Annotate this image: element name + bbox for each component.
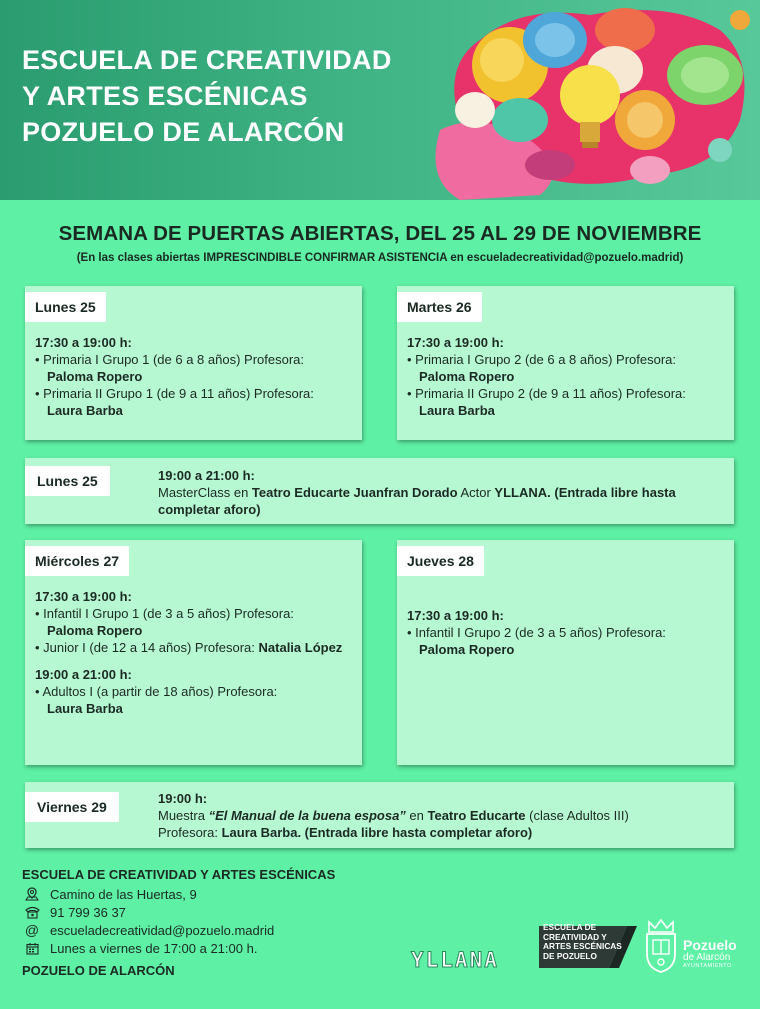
- header-title: [22, 42, 392, 150]
- class-item: [35, 639, 347, 656]
- escuela-logo: [537, 920, 637, 972]
- header-title-line-2: Y ARTES ESCÉNICAS: [22, 81, 308, 111]
- attendance-note: (En las clases abiertas IMPRESCINDIBLE CONFIRMAR ASISTENCIA en escueladecreatividad@pozuelo.madrid): [76, 252, 684, 264]
- footer-city: POZUELO DE ALARCÓN: [22, 962, 175, 978]
- card-content: [35, 334, 355, 419]
- teacher-name: Paloma Ropero: [419, 369, 515, 384]
- text-segment: (clase Adultos III): [525, 808, 629, 823]
- text-segment: Actor: [457, 485, 495, 500]
- hours-row: [22, 940, 335, 958]
- teacher-name: Laura Barba: [419, 403, 495, 418]
- creativity-illustration: [420, 0, 760, 200]
- card-viernes: [25, 782, 734, 848]
- yllana-logo: [411, 946, 511, 974]
- pozuelo-logo-caption: AYUNTAMIENTO: [683, 963, 732, 969]
- class-description: • Primaria I Grupo 1 (de 6 a 8 años) Profesora:: [35, 352, 305, 367]
- pozuelo-logo-sub: de Alarcón: [683, 952, 731, 963]
- time-slot: 17:30 a 19:00 h:: [35, 335, 132, 350]
- event-title: SEMANA DE PUERTAS ABIERTAS, DEL 25 AL 29 DE NOVIEMBRE: [58, 222, 702, 245]
- phone-icon: [22, 906, 42, 919]
- hours-text: Lunes a viernes de 17:00 a 21:00 h.: [50, 940, 258, 956]
- teacher-name: Laura Barba: [47, 701, 123, 716]
- escuela-logo-line: ARTES ESCÉNICAS: [543, 941, 622, 952]
- phone-row: [22, 904, 335, 922]
- escuela-logo-line: DE POZUELO: [543, 950, 597, 961]
- day-tab: Martes 26: [397, 292, 482, 322]
- day-tab: Lunes 25: [25, 466, 110, 496]
- card-content: [158, 790, 723, 841]
- teacher-name: Paloma Ropero: [47, 623, 143, 638]
- coat-of-arms-icon: [643, 918, 679, 974]
- day-tab: Viernes 29: [25, 792, 119, 822]
- time-slot: 17:30 a 19:00 h:: [407, 335, 504, 350]
- teacher-name: Laura Barba: [47, 403, 123, 418]
- calendar-icon: [22, 942, 42, 955]
- class-item: [407, 385, 727, 419]
- address-row: [22, 886, 335, 904]
- masterclass-description: [158, 484, 723, 518]
- ayuntamiento-logo-text: [683, 938, 737, 970]
- text-segment: Profesora:: [158, 825, 222, 840]
- card-martes: [397, 286, 734, 440]
- class-item: [407, 351, 727, 385]
- header-banner: [0, 0, 760, 200]
- text-segment: Muestra: [158, 808, 209, 823]
- time-slot: 19:00 a 21:00 h:: [35, 667, 132, 682]
- time-slot: 17:30 a 19:00 h:: [35, 589, 132, 604]
- teacher-name: Paloma Ropero: [47, 369, 143, 384]
- venue: Teatro Educarte: [427, 808, 526, 823]
- footer-contact: [22, 866, 335, 979]
- address-text: Camino de las Huertas, 9: [50, 886, 197, 902]
- class-item: [407, 624, 727, 658]
- time-slot: 19:00 h:: [158, 791, 208, 806]
- venue-and-speaker: Teatro Educarte Juanfran Dorado: [251, 485, 458, 500]
- day-tab: Jueves 28: [397, 546, 484, 576]
- email-row: [22, 922, 335, 940]
- play-title: “El Manual de la buena esposa”: [208, 808, 406, 823]
- card-miercoles: [25, 540, 362, 765]
- class-item: [35, 605, 355, 639]
- yllana-logo-text: YLLANA: [411, 948, 499, 972]
- class-description: • Infantil I Grupo 2 (de 3 a 5 años) Profesora:: [407, 625, 666, 640]
- text-segment: MasterClass en: [158, 485, 252, 500]
- class-description: • Adultos I (a partir de 18 años) Profesora:: [35, 684, 278, 699]
- email-link[interactable]: escueladecreatividad@pozuelo.madrid: [50, 922, 275, 938]
- company-and-entry-note: YLLANA. (Entrada libre hasta completar aforo): [158, 485, 676, 517]
- location-pin-icon: [22, 887, 42, 902]
- teacher-name: Natalia López: [258, 640, 343, 655]
- card-lunes-masterclass: [25, 458, 734, 524]
- class-item: [35, 385, 355, 419]
- escuela-logo-line: CREATIVIDAD Y: [543, 931, 607, 942]
- card-lunes-afternoon: [25, 286, 362, 440]
- phone-text[interactable]: 91 799 36 37: [50, 904, 126, 920]
- card-content: [158, 467, 723, 518]
- card-content: [407, 607, 727, 658]
- day-tab: Lunes 25: [25, 292, 106, 322]
- teacher-line: [158, 824, 723, 841]
- header-title-line-3: POZUELO DE ALARCÓN: [22, 117, 345, 147]
- muestra-description: [158, 807, 723, 824]
- day-tab: Miércoles 27: [25, 546, 129, 576]
- spacer: [35, 656, 355, 666]
- escuela-logo-line: ESCUELA DE: [543, 922, 597, 932]
- pozuelo-logo-word: Pozuelo: [683, 937, 737, 953]
- header-title-line-1: ESCUELA DE CREATIVIDAD: [22, 45, 392, 75]
- teacher-name: Paloma Ropero: [419, 642, 515, 657]
- time-slot: 17:30 a 19:00 h:: [407, 608, 504, 623]
- class-item: [35, 351, 355, 385]
- class-item: [35, 683, 355, 717]
- class-description: • Primaria II Grupo 1 (de 9 a 11 años) Profesora:: [35, 386, 314, 401]
- time-slot: 19:00 a 21:00 h:: [158, 468, 255, 483]
- class-description: • Primaria I Grupo 2 (de 6 a 8 años) Profesora:: [407, 352, 677, 367]
- class-description: • Primaria II Grupo 2 (de 9 a 11 años) Profesora:: [407, 386, 686, 401]
- card-content: [35, 588, 355, 717]
- class-description: • Junior I (de 12 a 14 años) Profesora:: [35, 640, 259, 655]
- teacher-and-entry-note: Laura Barba. (Entrada libre hasta completar aforo): [221, 825, 533, 840]
- class-description: • Infantil I Grupo 1 (de 3 a 5 años) Profesora:: [35, 606, 294, 621]
- at-sign-icon: @: [24, 921, 40, 938]
- footer-title: ESCUELA DE CREATIVIDAD Y ARTES ESCÉNICAS: [22, 867, 336, 882]
- text-segment: en: [405, 808, 428, 823]
- escuela-logo-text: [543, 923, 622, 961]
- ayuntamiento-pozuelo-logo: [643, 918, 748, 976]
- card-content: [407, 334, 727, 419]
- card-jueves: [397, 540, 734, 765]
